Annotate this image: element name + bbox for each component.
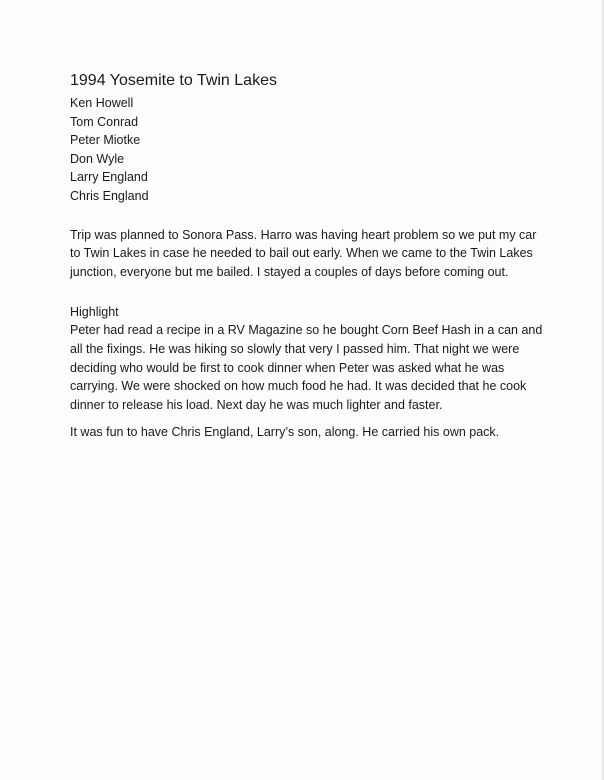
participant-name: Larry England bbox=[70, 170, 148, 185]
highlight-paragraph: Peter had read a recipe in a RV Magazine so he bought Corn Beef Hash in a can and all the fixings. He was hiking so slowly that very I passed him. That night we were deciding who would be first to cook dinner when Peter was asked what he was carrying. We were shocked on how much food he had. It was decided that he cook dinner to release his load. Next day he was much lighter and faster. bbox=[70, 323, 543, 413]
participant-list bbox=[70, 94, 550, 206]
participant-name: Chris England bbox=[70, 188, 149, 203]
participant-name: Don Wyle bbox=[70, 151, 125, 166]
highlight-heading: Highlight bbox=[70, 304, 119, 319]
document-title: 1994 Yosemite to Twin Lakes bbox=[70, 72, 277, 89]
participant-name: Peter Miotke bbox=[70, 133, 141, 148]
document-body bbox=[70, 71, 550, 442]
participant-name: Tom Conrad bbox=[70, 114, 139, 129]
closing-paragraph: It was fun to have Chris England, Larry’s son, along. He carried his own pack. bbox=[70, 424, 500, 439]
participant-name: Ken Howell bbox=[70, 96, 134, 110]
trip-paragraph: Trip was planned to Sonora Pass. Harro was having heart problem so we put my car to Twin Lakes in case he needed to bail out early. When we came to the Twin Lakes junction, everyone but me bailed. I stayed a couples of days before coming out. bbox=[70, 227, 537, 279]
